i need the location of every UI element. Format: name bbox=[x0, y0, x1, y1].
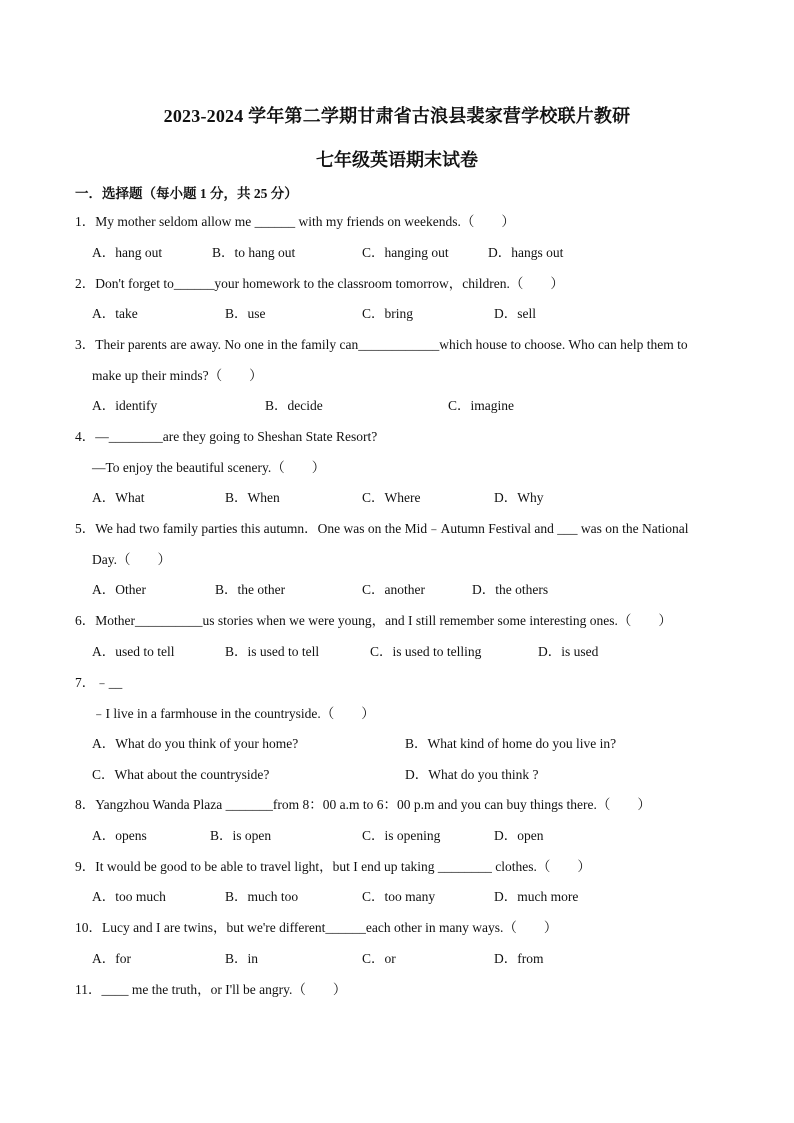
question-5-stem: 5．We had two family parties this autumn．One was on the Mid﹣Autumn Festival and ___ was on the National bbox=[75, 521, 689, 536]
q9-option-b[interactable]: B．much too bbox=[225, 889, 299, 904]
question-4-reply: —To enjoy the beautiful scenery.（ ） bbox=[92, 460, 326, 475]
question-3-stem-cont: make up their minds?（ ） bbox=[92, 368, 263, 383]
question-10-stem: 10．Lucy and I are twins，but we're different______each other in many ways.（ ） bbox=[75, 920, 558, 935]
q6-option-c[interactable]: C．is used to telling bbox=[370, 644, 482, 659]
question-5-stem-cont: Day.（ ） bbox=[92, 552, 171, 567]
q4-option-a[interactable]: A．What bbox=[92, 490, 145, 505]
q3-option-c[interactable]: C．imagine bbox=[448, 398, 514, 413]
q8-option-c[interactable]: C．is opening bbox=[362, 828, 441, 843]
question-11-stem: 11．____ me the truth，or I'll be angry.（ ） bbox=[75, 982, 347, 997]
question-8-stem: 8．Yangzhou Wanda Plaza _______from 8：00 a.m to 6：00 p.m and you can buy things there.（ ） bbox=[75, 797, 651, 812]
question-7-stem: 7．﹣__ bbox=[75, 675, 123, 690]
q5-option-b[interactable]: B．the other bbox=[215, 582, 286, 597]
q1-option-a[interactable]: A．hang out bbox=[92, 245, 163, 260]
exam-title: 2023-2024 学年第二学期甘肃省古浪县裴家营学校联片教研 bbox=[163, 106, 631, 126]
question-4-stem: 4．—________are they going to Sheshan State Resort? bbox=[75, 429, 378, 444]
q6-option-d[interactable]: D．is used bbox=[538, 644, 599, 659]
q9-option-d[interactable]: D．much more bbox=[494, 889, 579, 904]
q1-option-d[interactable]: D．hangs out bbox=[488, 245, 564, 260]
q3-option-a[interactable]: A．identify bbox=[92, 398, 158, 413]
q4-option-b[interactable]: B．When bbox=[225, 490, 280, 505]
section-heading: 一．选择题（每小题 1 分，共 25 分） bbox=[75, 186, 298, 201]
question-6-stem: 6．Mother__________us stories when we were young，and I still remember some interesting ones.（ ） bbox=[75, 613, 672, 628]
q5-option-c[interactable]: C．another bbox=[362, 582, 425, 597]
q10-option-b[interactable]: B．in bbox=[225, 951, 259, 966]
q5-option-a[interactable]: A．Other bbox=[92, 582, 146, 597]
q6-option-b[interactable]: B．is used to tell bbox=[225, 644, 320, 659]
q4-option-d[interactable]: D．Why bbox=[494, 490, 544, 505]
q6-option-a[interactable]: A．used to tell bbox=[92, 644, 175, 659]
q7-option-c[interactable]: C．What about the countryside? bbox=[92, 767, 270, 782]
q8-option-d[interactable]: D．open bbox=[494, 828, 544, 843]
question-3-stem: 3．Their parents are away. No one in the family can____________which house to choose. Who can help them to bbox=[75, 337, 688, 352]
q1-option-c[interactable]: C．hanging out bbox=[362, 245, 449, 260]
q4-option-c[interactable]: C．Where bbox=[362, 490, 421, 505]
q1-option-b[interactable]: B．to hang out bbox=[212, 245, 296, 260]
question-7-reply: ﹣I live in a farmhouse in the countryside.（ ） bbox=[92, 706, 375, 721]
q8-option-b[interactable]: B．is open bbox=[210, 828, 272, 843]
q10-option-a[interactable]: A．for bbox=[92, 951, 131, 966]
question-9-stem: 9．It would be good to be able to travel light，but I end up taking ________ clothes.（ ） bbox=[75, 859, 591, 874]
question-1-stem: 1．My mother seldom allow me ______ with my friends on weekends.（ ） bbox=[75, 214, 515, 229]
q10-option-c[interactable]: C．or bbox=[362, 951, 396, 966]
q3-option-b[interactable]: B．decide bbox=[265, 398, 323, 413]
q2-option-d[interactable]: D．sell bbox=[494, 306, 536, 321]
q7-option-d[interactable]: D．What do you think ? bbox=[405, 767, 539, 782]
q2-option-b[interactable]: B．use bbox=[225, 306, 266, 321]
q7-option-a[interactable]: A．What do you think of your home? bbox=[92, 736, 299, 751]
q2-option-a[interactable]: A．take bbox=[92, 306, 138, 321]
q5-option-d[interactable]: D．the others bbox=[472, 582, 549, 597]
q2-option-c[interactable]: C．bring bbox=[362, 306, 414, 321]
q9-option-c[interactable]: C．too many bbox=[362, 889, 436, 904]
exam-subtitle: 七年级英语期末试卷 bbox=[316, 150, 478, 170]
q7-option-b[interactable]: B．What kind of home do you live in? bbox=[405, 736, 617, 751]
q10-option-d[interactable]: D．from bbox=[494, 951, 544, 966]
q9-option-a[interactable]: A．too much bbox=[92, 889, 166, 904]
q8-option-a[interactable]: A．opens bbox=[92, 828, 147, 843]
question-2-stem: 2．Don't forget to______your homework to the classroom tomorrow，children.（ ） bbox=[75, 276, 564, 291]
